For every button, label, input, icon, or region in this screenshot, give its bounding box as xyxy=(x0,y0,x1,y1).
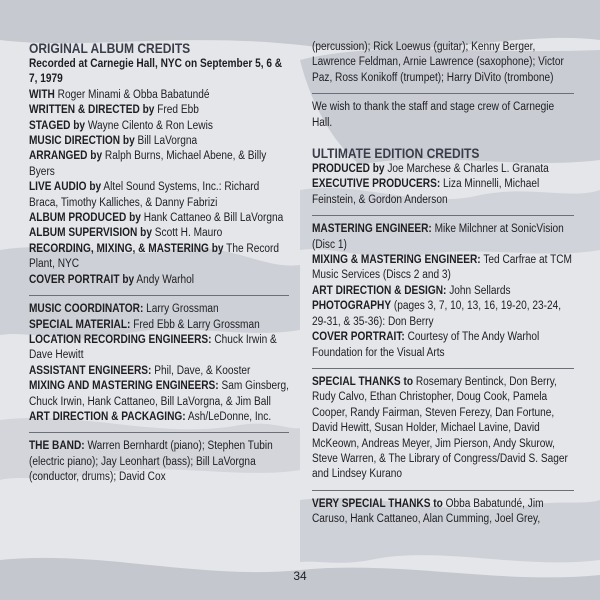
credit-music-coordinator: MUSIC COORDINATOR: Larry Grossman xyxy=(29,303,219,316)
credit-written-directed: WRITTEN & DIRECTED by Fred Ebb xyxy=(29,104,199,117)
credit-special-material: SPECIAL MATERIAL: Fred Ebb & Larry Grossman xyxy=(29,318,260,331)
credit-location-recording-engineers: LOCATION RECORDING ENGINEERS: Chuck Irwin & Dave Hewitt xyxy=(29,333,277,362)
credit-mastering-engineer: MASTERING ENGINEER: Mike Milchner at SonicVision (Disc 1) xyxy=(312,223,564,251)
credit-album-supervision: ALBUM SUPERVISION by Scott H. Mauro xyxy=(29,227,223,240)
right-column xyxy=(312,40,574,528)
credit-recording-mixing-mastering: RECORDING, MIXING, & MASTERING by The Record Plant, NYC xyxy=(29,242,280,271)
credit-art-direction-packaging: ART DIRECTION & PACKAGING: Ash/LeDonne, Inc. xyxy=(29,410,272,423)
divider xyxy=(29,295,289,296)
thanks-carnegie-hall: We wish to thank the staff and stage crew of Carnegie Hall. xyxy=(312,101,555,129)
divider xyxy=(312,215,574,216)
credit-assistant-engineers: ASSISTANT ENGINEERS: Phil, Dave, & Kooster xyxy=(29,364,251,377)
credit-cover-portrait-courtesy: COVER PORTRAIT: Courtesy of The Andy Warhol Foundation for the Visual Arts xyxy=(312,331,540,359)
credit-mixing-mastering-engineers: MIXING AND MASTERING ENGINEERS: Sam Ginsberg, Chuck Irwin, Hank Cattaneo, Bill LaVorgna, & Jim Ball xyxy=(29,380,289,408)
left-column xyxy=(29,40,289,486)
credit-executive-producers: EXECUTIVE PRODUCERS: Liza Minnelli, Michael Feinstein, & Gordon Anderson xyxy=(312,178,540,206)
band-continued: (percussion); Rick Loewus (guitar); Kenny Berger, Lawrence Feldman, Arnie Lawrence (saxophone); Victor Paz, Ross Konikoff (trumpet); Harry DiVito (trombone) xyxy=(312,41,564,84)
credit-arranged: ARRANGED by Ralph Burns, Michael Abene, & Billy Byers xyxy=(29,150,267,178)
credit-with: WITH Roger Minami & Obba Babatundé xyxy=(29,88,210,101)
divider xyxy=(312,490,574,491)
original-album-credits-heading: ORIGINAL ALBUM CREDITS xyxy=(29,40,191,56)
very-special-thanks: VERY SPECIAL THANKS to Obba Babatundé, Jim Caruso, Hank Cattaneo, Alan Cumming, Joel Grey, xyxy=(312,497,544,526)
credit-cover-portrait: COVER PORTRAIT by Andy Warhol xyxy=(29,273,194,286)
divider xyxy=(312,368,574,369)
credit-mixing-mastering-engineer: MIXING & MASTERING ENGINEER: Ted Carfrae at TCM Music Services (Discs 2 and 3) xyxy=(312,254,572,282)
special-thanks: SPECIAL THANKS to Rosemary Bentinck, Don Berry, Rudy Calvo, Ethan Christopher, Doug Cook, Pamela Cooper, Randy Fairman, Steven Ferezy, Dan Fortune, David Hewitt, Susan Holder, Michael Lavine, David McKeown, Andreas Meyer, Jim Pierson, Andy Skurow, Steve Warren, & The Library of Congress/David S. Sager and Lindsey Kurano xyxy=(312,375,568,481)
credit-photography: PHOTOGRAPHY (pages 3, 7, 10, 13, 16, 19-20, 23-24, 29-31, & 35-36): Don Berry xyxy=(312,300,562,328)
credit-produced: PRODUCED by Joe Marchese & Charles L. Granata xyxy=(312,163,549,176)
credit-art-direction-design: ART DIRECTION & DESIGN: John Sellards xyxy=(312,284,511,297)
credit-staged: STAGED by Wayne Cilento & Ron Lewis xyxy=(29,119,213,132)
credit-the-band: THE BAND: Warren Bernhardt (piano); Stephen Tubin (electric piano); Jay Leonhart (bass); Bill LaVorgna (conductor, drums); David Cox xyxy=(29,440,273,484)
credit-music-direction: MUSIC DIRECTION by Bill LaVorgna xyxy=(29,135,198,148)
credit-live-audio: LIVE AUDIO by Altel Sound Systems, Inc.: Richard Braca, Timothy Kalliches, & Danny Fabrizi xyxy=(29,181,260,209)
divider xyxy=(29,432,289,433)
divider xyxy=(312,93,574,94)
ultimate-edition-credits-heading: ULTIMATE EDITION CREDITS xyxy=(312,145,480,162)
recorded-line: Recorded at Carnegie Hall, NYC on September 5, 6 & 7, 1979 xyxy=(29,58,283,86)
page-number: 34 xyxy=(293,569,307,583)
credit-album-produced: ALBUM PRODUCED by Hank Cattaneo & Bill LaVorgna xyxy=(29,212,284,225)
